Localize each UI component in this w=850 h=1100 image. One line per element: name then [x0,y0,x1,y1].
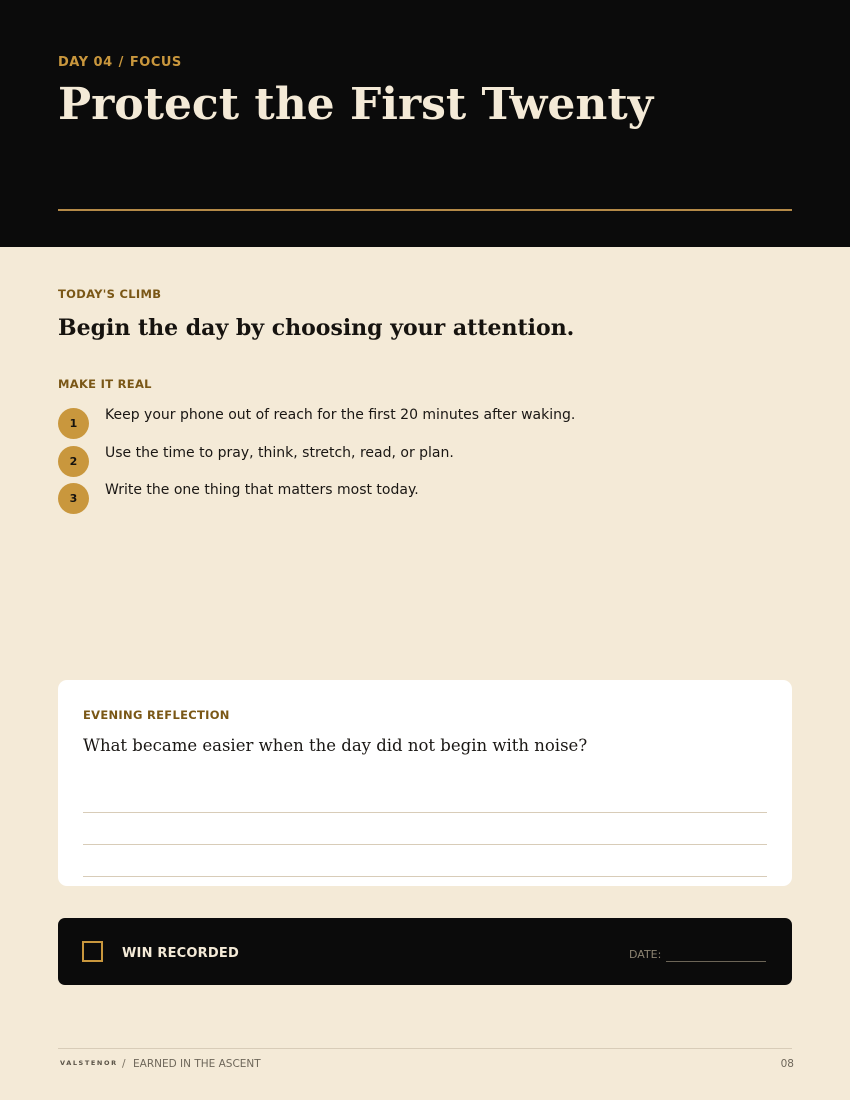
writing-line[interactable] [83,812,767,813]
series-name: EARNED IN THE ASCENT [133,1058,261,1070]
step-number-badge: 3 [58,483,89,514]
win-checkbox[interactable] [82,941,103,962]
writing-line[interactable] [83,844,767,845]
page-title: Protect the First Twenty [58,79,654,130]
eyebrow-separator: / [118,55,124,70]
page-header [0,0,850,247]
win-label: WIN RECORDED [122,946,239,961]
header-divider [58,209,792,211]
make-it-real-label: MAKE IT REAL [58,377,152,391]
page-number: 08 [780,1058,794,1070]
step-text: Write the one thing that matters most today. [105,482,419,498]
reflection-label: EVENING REFLECTION [83,708,230,722]
reflection-card [58,680,792,886]
footer-divider [58,1048,792,1049]
date-label: DATE: [629,948,662,961]
step-text: Use the time to pray, think, stretch, read, or plan. [105,444,454,461]
day-eyebrow [58,55,182,70]
day-number: DAY 04 [58,55,113,70]
date-field[interactable] [666,961,766,962]
step-number-badge: 2 [58,446,89,477]
day-topic: FOCUS [129,55,182,70]
step-text: Keep your phone out of reach for the first 20 minutes after waking. [105,407,576,423]
footer-separator: / [122,1058,126,1070]
step-number-badge: 1 [58,408,89,439]
reflection-question: What became easier when the day did not begin with noise? [83,736,588,755]
win-recorded-bar [58,918,792,985]
climb-label: TODAY'S CLIMB [58,287,162,301]
brand-logo: VALSTENOR [60,1059,118,1067]
writing-line[interactable] [83,876,767,877]
climb-statement: Begin the day by choosing your attention. [58,315,575,341]
